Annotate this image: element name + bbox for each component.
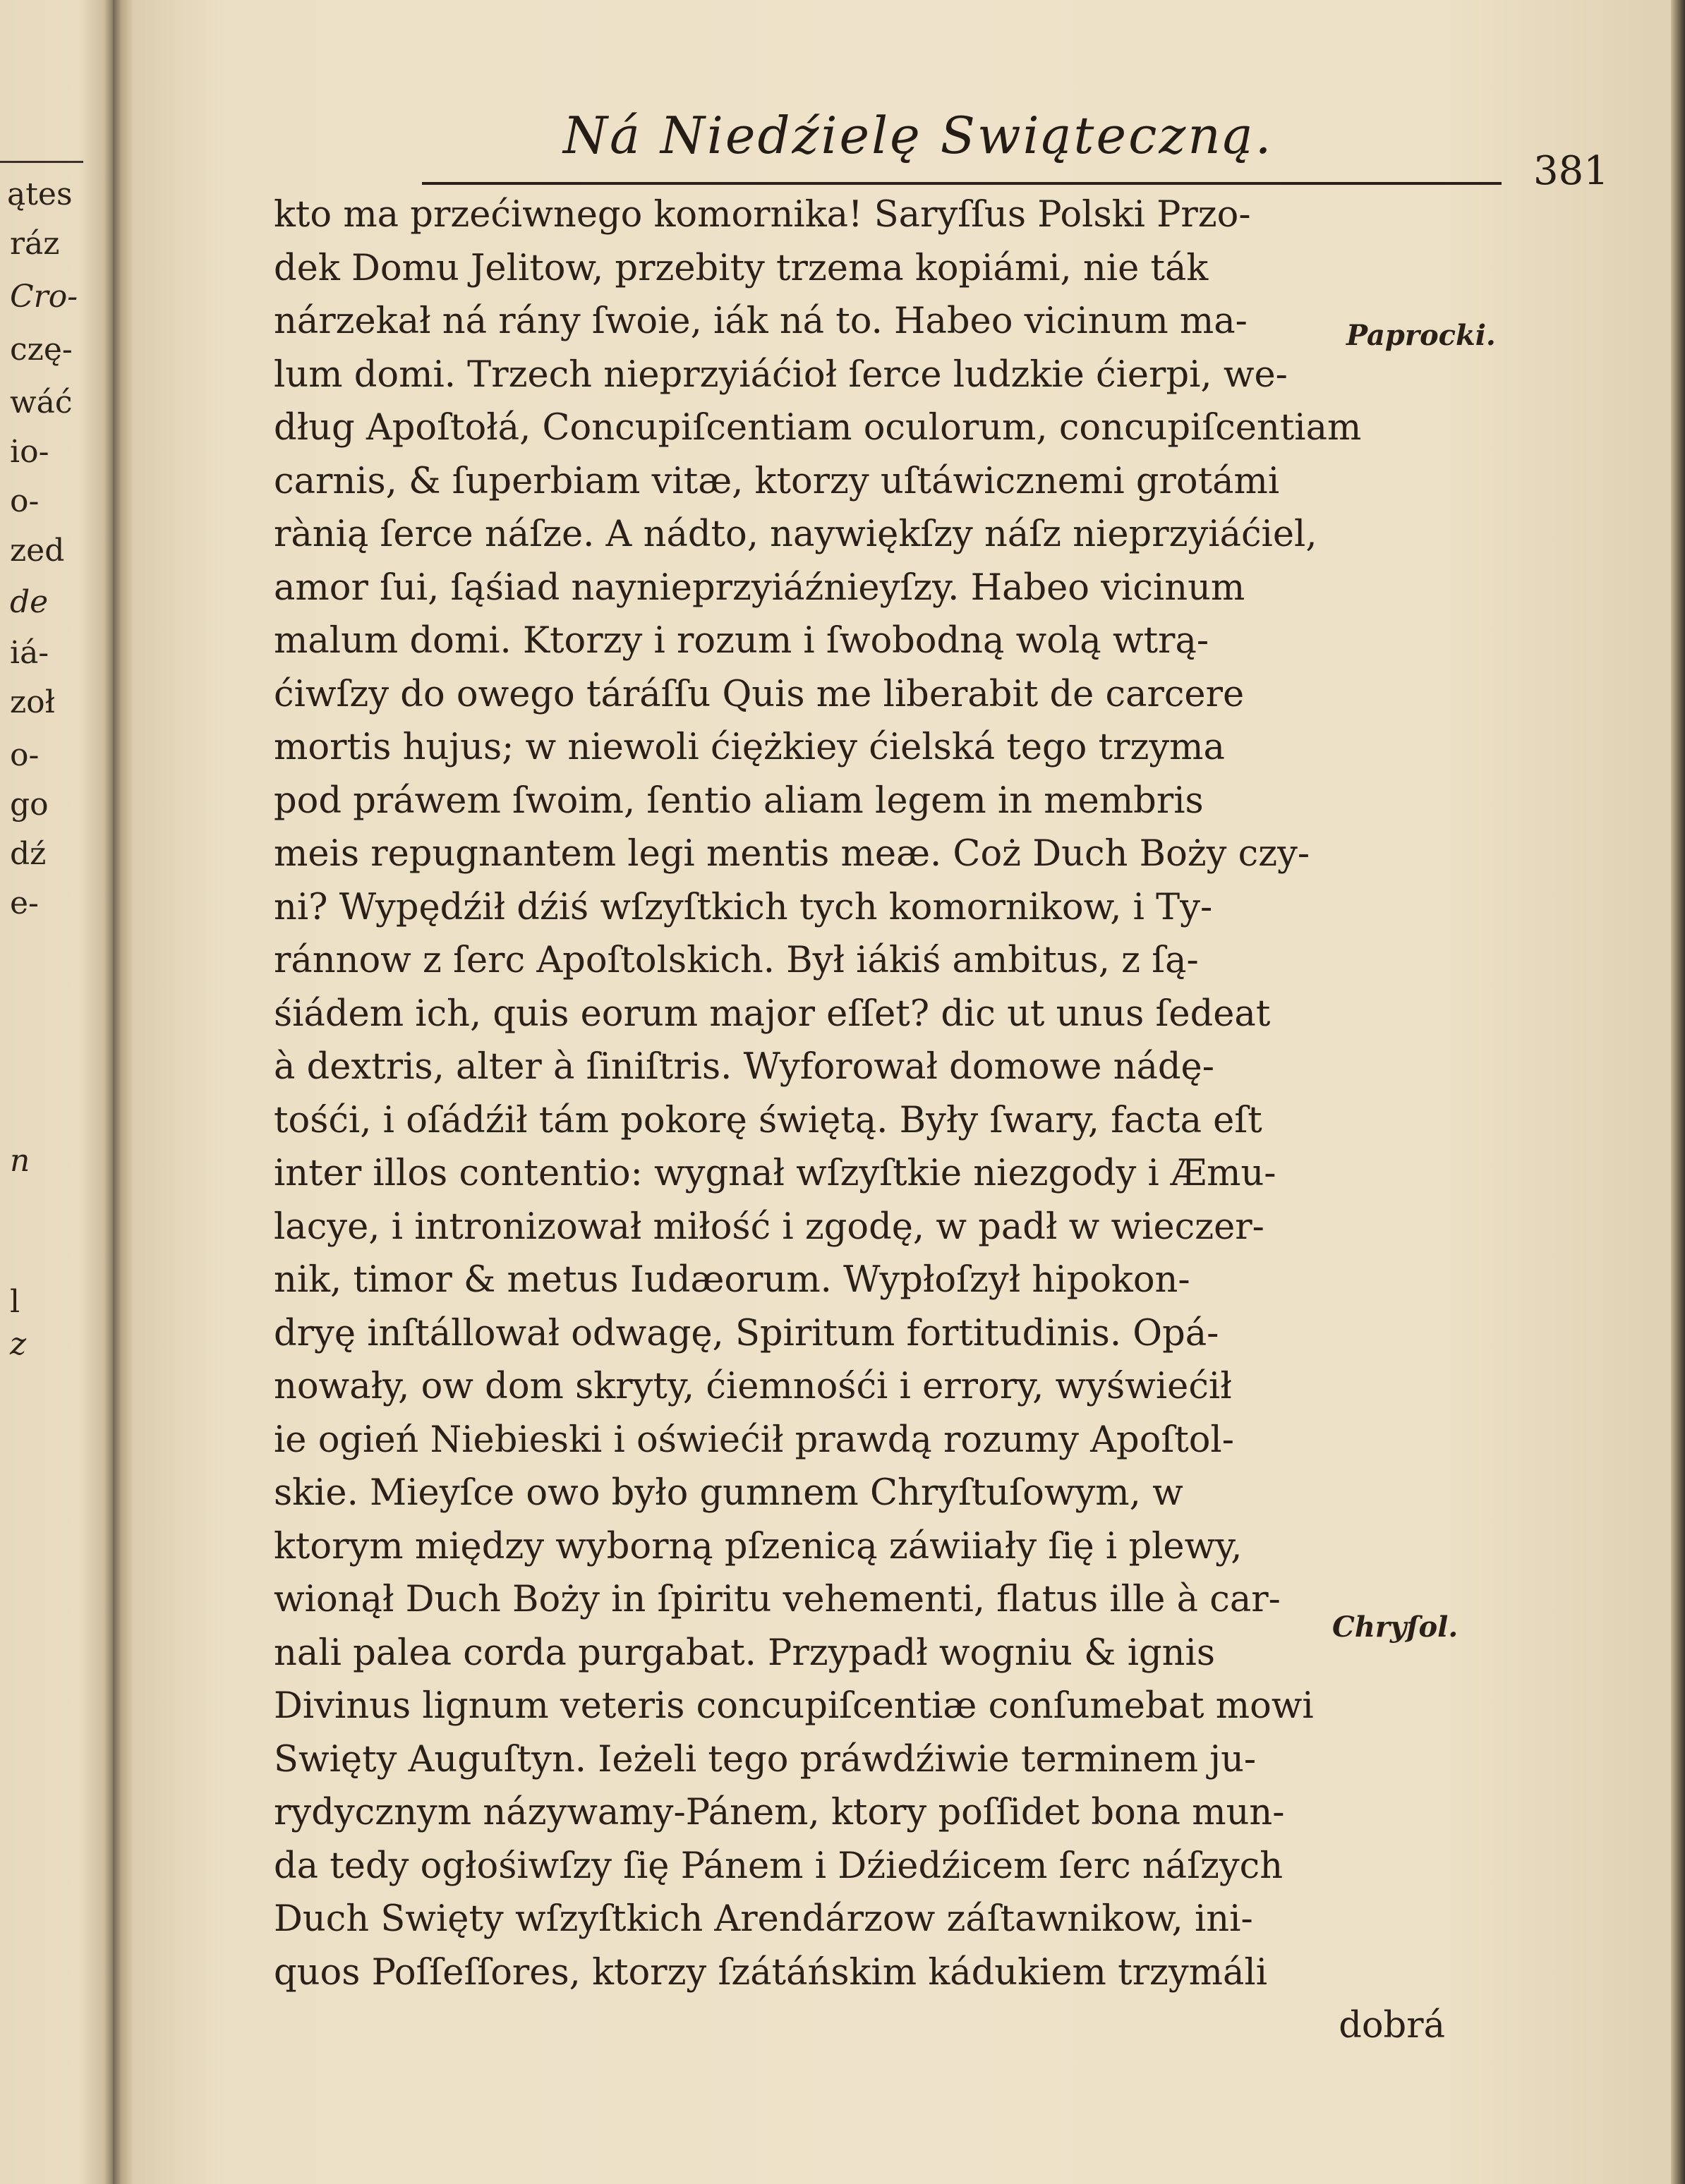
left-page-fragment: wáć [10, 384, 73, 420]
left-page-fragment: Cro- [10, 279, 78, 315]
left-page-fragment: io- [10, 434, 49, 470]
right-page [133, 0, 1671, 2184]
left-page-fragment: n [10, 1143, 30, 1179]
text-line: nali palea corda purgabat. Przypadł wogniu & ignis [274, 1632, 1215, 1674]
left-page-fragment: go [10, 787, 49, 823]
left-page-fragment: dź [10, 836, 47, 872]
text-line: lacye, i intronizował miłość i zgodę, w padł w wieczer- [274, 1206, 1264, 1248]
text-line: amor ſui, ſąśiad naynieprzyiáźnieyſzy. Habeo vicinum [274, 566, 1245, 609]
text-line: Swięty Auguſtyn. Ieżeli tego práwdźiwie terminem ju- [274, 1738, 1257, 1780]
text-line: carnis, & ſuperbiam vitæ, ktorzy uſtáwicznemi grotámi [274, 460, 1280, 502]
text-line: rànią ſerce náſze. A nádto, naywiękſzy náſz nieprzyiáćiel, [274, 514, 1317, 555]
text-line: nárzekał ná rány ſwoie, iák ná to. Habeo vicinum ma- [274, 301, 1248, 342]
text-line: mortis hujus; w niewoli ćiężkiey ćielská tego trzyma [274, 727, 1225, 768]
text-line: nowały, ow dom skryty, ćiemnośći i errory, wyświećił [274, 1366, 1232, 1407]
left-page-fragment: de [10, 584, 49, 620]
left-page-fragment: o- [10, 737, 40, 773]
text-line: dryę inſtállował odwagę, Spiritum fortitudinis. Opá- [274, 1312, 1219, 1354]
text-line: à dextris, alter à ſiniſtris. Wyforował domowe nádę- [274, 1046, 1214, 1088]
left-page-fragment: zed [10, 533, 65, 569]
page-number: 381 [1533, 148, 1609, 194]
text-line: da tedy ogłośiwſzy ſię Pánem i Dźiedźicem ſerc náſzych [274, 1845, 1284, 1887]
left-page-rule [0, 161, 83, 163]
left-page-fragment: iá- [10, 635, 49, 671]
book-gutter [113, 0, 133, 2184]
text-line: inter illos contentio: wygnał wſzyſtkie niezgody i Æmu- [274, 1153, 1276, 1194]
left-page-fragment: ątes [7, 176, 73, 212]
left-page-fragment: ráz [10, 226, 60, 262]
text-line: wionął Duch Boży in ſpiritu vehementi, flatus ille à car- [274, 1579, 1281, 1620]
left-page-fragment: z [10, 1326, 27, 1362]
text-line: tośći, i oſádźił tám pokorę świętą. Były ſwary, facta eſt [274, 1099, 1262, 1141]
text-line: Duch Swięty wſzyſtkich Arendárzow záſtawnikow, ini- [274, 1898, 1253, 1940]
text-line: ni? Wypędźił dźiś wſzyſtkich tych komornikow, i Ty- [274, 886, 1213, 928]
running-head [422, 106, 1523, 190]
text-line: malum domi. Ktorzy i rozum i ſwobodną wolą wtrą- [274, 620, 1209, 662]
text-line: lum domi. Trzech nieprzyiáćioł ſerce ludzkie ćierpi, we- [274, 353, 1288, 396]
text-line: nik, timor & metus Iudæorum. Wypłoſzył hipokon- [274, 1259, 1190, 1301]
text-line: rydycznym názywamy-Pánem, ktory poſſidet bona mun- [274, 1792, 1285, 1833]
left-page-fragment: czę- [10, 332, 73, 368]
left-facing-page [0, 0, 113, 2184]
left-page-fragment: e- [10, 885, 39, 921]
margin-note-paprocki: Paprocki. [1346, 319, 1496, 352]
text-line: ie ogień Niebieski i oświećił prawdą rozumy Apoſtol- [274, 1419, 1234, 1461]
text-line: ránnow z ſerc Apoſtolskich. Był iákiś ambitus, z ſą- [274, 940, 1199, 981]
text-line: pod práwem ſwoim, ſentio aliam legem in membris [274, 779, 1204, 822]
text-line: kto ma przećiwnego komornika! Saryſſus Polski Przo- [274, 194, 1251, 236]
page-edge [1671, 0, 1685, 2184]
text-line: dek Domu Jelitow, przebity trzema kopiámi, nie ták [274, 247, 1209, 289]
text-line: śiádem ich, quis eorum major eſſet? dic ut unus ſedeat [274, 993, 1271, 1035]
text-line: skie. Mieyſce owo było gumnem Chryſtuſowym, w [274, 1472, 1183, 1514]
text-line: meis repugnantem legi mentis meæ. Coż Duch Boży czy- [274, 833, 1310, 875]
running-head-title: Ná Niedźielę Swiąteczną. [563, 106, 1274, 165]
margin-note-chrysol: Chryſol. [1332, 1610, 1458, 1644]
text-line: quos Poſſeſſores, ktorzy ſzátáńskim kádukiem trzymáli [274, 1951, 1268, 1994]
left-page-fragment: o- [10, 483, 40, 519]
left-page-fragment: l [10, 1284, 20, 1320]
head-rule [422, 182, 1502, 185]
text-line: dobrá [1339, 2005, 1445, 2046]
left-page-fragment: zoł [10, 684, 55, 720]
text-line: Divinus lignum veteris concupiſcentiæ conſumebat mowi [274, 1685, 1314, 1727]
text-line: ćiwſzy do owego táráſſu Quis me liberabit de carcere [274, 673, 1245, 715]
text-line: ktorym między wyborną pſzenicą záwiiały ſię i plewy, [274, 1525, 1243, 1567]
text-line: dług Apoſtołá, Concupiſcentiam oculorum, concupiſcentiam [274, 407, 1362, 449]
